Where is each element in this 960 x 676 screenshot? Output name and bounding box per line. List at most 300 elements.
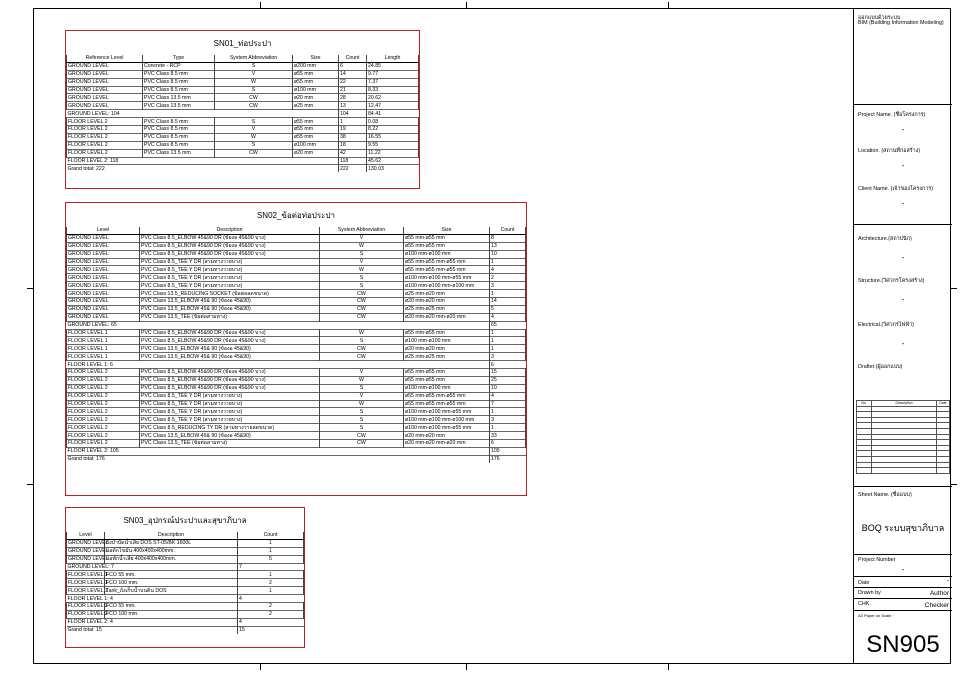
table-cell: V: [320, 392, 404, 400]
table-cell: 25: [490, 376, 526, 384]
subtotal-row: [67, 618, 304, 626]
checked-value: Checker: [924, 602, 949, 609]
table-cell: S: [320, 282, 404, 290]
table-cell: 15: [238, 626, 304, 633]
table-cell: PVC Class 13.5_ELBOW 45& 90 (ข้องอ 45&90): [140, 432, 320, 440]
column-header: Type: [143, 55, 215, 62]
table-cell: 1: [238, 547, 304, 555]
table-cell: [404, 321, 490, 329]
column-header: Count: [238, 532, 304, 539]
table-row: [67, 400, 526, 408]
designer-line2: BIM (Building Information Modeling): [858, 20, 944, 26]
table-cell: PVC Class 8.5_TEE Y DR (สามทางวายบาง): [140, 274, 320, 282]
location-label: Location. (สถานที่ก่อสร้าง): [858, 148, 921, 154]
column-header: Level: [67, 227, 140, 234]
table-cell: GROUND LEVEL: 65: [67, 321, 140, 329]
table-cell: PVC Class 8.5_TEE Y DR (สามทางวายบาง): [140, 416, 320, 424]
table-cell: GROUND LEVEL: [67, 298, 140, 306]
schedule-title: SN03_อุปกรณ์ประปาและสุขาภิบาล: [123, 515, 247, 525]
table-cell: ø55 mm: [293, 118, 339, 126]
table-cell: 1: [490, 337, 526, 345]
table-cell: ø100 mm: [293, 141, 339, 149]
table-cell: CW: [320, 432, 404, 440]
table-cell: ø200 mm: [293, 62, 339, 70]
table-row: [67, 337, 526, 345]
drawn-by-cell: [854, 587, 952, 598]
table-cell: ø100 mm-ø100 mm: [404, 337, 490, 345]
table-cell: V: [320, 234, 404, 242]
table-cell: FLOOR LEVEL 2: [67, 369, 140, 377]
table-cell: PVC Class 8.5_ELBOW 45&90 DR (ข้องอ 45&90 บาง): [140, 250, 320, 258]
table-cell: PVC Class 13.5_TEE (ข้อต่อสามทาง): [140, 440, 320, 448]
table-cell: PVC Class 8.5_TEE Y DR (สามทางวายบาง): [140, 408, 320, 416]
subtotal-row: [67, 563, 304, 571]
table-cell: V: [320, 369, 404, 377]
table-cell: GROUND LEVEL: [68, 548, 109, 555]
table-cell: FLOOR LEVEL 2: 4: [67, 619, 113, 626]
table-row: [67, 234, 526, 242]
table-cell: PVC Class 8.5 mm: [143, 118, 215, 126]
table-cell: 8.22: [367, 126, 419, 134]
table-cell: [320, 447, 404, 455]
table-cell: FLOOR LEVEL 2: 105: [67, 447, 140, 455]
subtotal-row: [67, 595, 304, 603]
table-row: [67, 392, 526, 400]
revision-cell: [857, 468, 872, 474]
table-cell: ø20 mm-ø20 mm-ø20 mm: [404, 440, 490, 448]
border-tick: [466, 664, 467, 670]
table-row: [67, 432, 526, 440]
table-cell: FLOOR LEVEL 2: [67, 440, 140, 448]
column-header: System Abbreviation: [215, 55, 293, 62]
table-cell: CW: [320, 313, 404, 321]
table-cell: PVC Class 8.5_ELBOW 45&90 DR (ข้องอ 45&90 บาง): [140, 242, 320, 250]
table-cell: FLOOR LEVEL 1: 6: [67, 361, 140, 369]
table-cell: 8: [490, 234, 526, 242]
table-cell: ø100 mm-ø100 mm: [404, 384, 490, 392]
column-header: Reference Level: [67, 55, 143, 62]
table-cell: 12.47: [367, 102, 419, 110]
schedule-sn01-pipes: [65, 30, 420, 189]
table-cell: 21: [339, 86, 367, 94]
table-cell: GROUND LEVEL: [67, 266, 140, 274]
table-cell: FLOOR LEVEL 2: [67, 133, 143, 141]
table-cell: FLOOR LEVEL 2: [67, 384, 140, 392]
subtotal-row: [67, 455, 526, 462]
table-row: [67, 610, 304, 618]
table-cell: GROUND LEVEL: [67, 313, 140, 321]
table-cell: FLOOR LEVEL 2: [67, 432, 140, 440]
table-cell: 4: [238, 618, 304, 626]
table-cell: ø100 mm-ø100 mm-ø100 mm: [404, 282, 490, 290]
table-cell: GROUND LEVEL: [67, 258, 140, 266]
consultants-cell: [854, 224, 952, 396]
table-cell: FCO 100 mm.: [105, 579, 238, 587]
schedule-table: [66, 55, 419, 172]
table-row: [67, 70, 419, 78]
table-cell: CW: [320, 298, 404, 306]
table-cell: Grand total: 176: [67, 455, 140, 462]
table-cell: ø55 mm-ø55 mm: [404, 234, 490, 242]
schedule-title: SN01_ท่อประปา: [213, 38, 272, 48]
table-row: [67, 353, 526, 361]
sheet-name-cell: [854, 486, 952, 554]
date-label: Date: [858, 580, 870, 586]
table-cell: [293, 110, 339, 118]
table-cell: 20.62: [367, 94, 419, 102]
table-cell: ø55 mm-ø55 mm-ø55 mm: [404, 392, 490, 400]
schedule-table: [66, 227, 526, 463]
border-tick: [260, 2, 261, 8]
table-cell: [215, 165, 293, 172]
designer-cell: [854, 8, 952, 104]
column-header: System Abbreviation: [320, 227, 404, 234]
table-cell: 13: [490, 242, 526, 250]
table-cell: PVC Class 8.5 mm: [143, 86, 215, 94]
table-cell: 104: [339, 110, 367, 118]
table-cell: 24.85: [367, 62, 419, 70]
schedule-sn02-fittings: [65, 202, 527, 496]
revision-cell: [937, 468, 950, 474]
table-cell: FLOOR LEVEL 2: [67, 392, 140, 400]
table-cell: W: [215, 78, 293, 86]
table-cell: PVC Class 8.5 mm: [143, 78, 215, 86]
table-cell: Tank_ถังเก็บน้ำบนดิน DOS: [105, 587, 238, 595]
column-header: Count: [339, 55, 367, 62]
table-cell: ø55 mm-ø55 mm: [404, 242, 490, 250]
table-cell: W: [320, 400, 404, 408]
table-cell: S: [320, 337, 404, 345]
project-info-cell: [854, 104, 952, 224]
table-cell: GROUND LEVEL: [67, 305, 140, 313]
table-row: [67, 86, 419, 94]
table-cell: PVC Class 13.5_ELBOW 45& 90 (ข้องอ 45&90): [140, 353, 320, 361]
subtotal-row: [67, 321, 526, 329]
table-cell: PVC Class 13.5_ELBOW 45& 90 (ข้องอ 45&90): [140, 345, 320, 353]
table-cell: GROUND LEVEL: [67, 234, 140, 242]
subtotal-row: [67, 626, 304, 633]
structure-value: -: [901, 295, 905, 304]
table-cell: 1: [238, 587, 304, 595]
table-cell: FLOOR LEVEL 2: [68, 603, 108, 610]
column-header: Description: [140, 227, 320, 234]
column-header: Count: [490, 227, 526, 234]
table-cell: ø55 mm-ø55 mm: [404, 329, 490, 337]
table-cell: FLOOR LEVEL 2: [67, 376, 140, 384]
table-cell: 14: [339, 70, 367, 78]
subtotal-row: [67, 157, 419, 165]
table-cell: PVC Class 8.5_TEE Y DR (สามทางวายบาง): [140, 266, 320, 274]
table-cell: W: [215, 133, 293, 141]
table-cell: 5: [238, 555, 304, 563]
table-cell: V: [320, 258, 404, 266]
table-row: [67, 94, 419, 102]
border-tick: [260, 664, 261, 670]
table-cell: 22: [339, 78, 367, 86]
table-cell: [140, 361, 320, 369]
table-row: [67, 369, 526, 377]
table-cell: [320, 321, 404, 329]
table-cell: ø100 mm-ø100 mm-ø100 mm: [404, 416, 490, 424]
table-cell: [320, 361, 404, 369]
table-cell: [143, 157, 215, 165]
table-cell: 4: [490, 392, 526, 400]
table-row: [67, 282, 526, 290]
table-row: [67, 78, 419, 86]
table-cell: [105, 595, 238, 603]
table-cell: PVC Class 13.5 mm: [143, 149, 215, 157]
table-cell: CW: [320, 305, 404, 313]
table-cell: 105: [490, 447, 526, 455]
table-cell: FLOOR LEVEL 2: 118: [67, 157, 143, 165]
table-cell: 6: [490, 440, 526, 448]
table-cell: ø25 mm-ø20 mm: [404, 290, 490, 298]
table-row: [67, 555, 304, 563]
sheet-number-cell: [854, 610, 952, 664]
subtotal-row: [67, 165, 419, 172]
table-cell: PVC Class 13.5 mm: [143, 94, 215, 102]
table-cell: [404, 447, 490, 455]
subtotal-row: [67, 361, 526, 369]
table-cell: 45.62: [367, 157, 419, 165]
table-cell: FLOOR LEVEL 2: [67, 141, 143, 149]
border-tick: [668, 664, 669, 670]
table-cell: PVC Class 13.5_ELBOW 45& 90 (ข้องอ 45&90): [140, 305, 320, 313]
table-cell: CW: [320, 290, 404, 298]
table-cell: ø55 mm-ø55 mm-ø55 mm: [404, 400, 490, 408]
schedule-title: SN02_ข้อต่อท่อประปา: [256, 210, 336, 220]
border-tick: [27, 484, 33, 485]
table-cell: 42: [339, 149, 367, 157]
table-cell: ø55 mm-ø55 mm-ø55 mm: [404, 258, 490, 266]
table-cell: 9.55: [367, 141, 419, 149]
table-cell: 1: [490, 424, 526, 432]
table-cell: 1: [339, 118, 367, 126]
table-cell: FLOOR LEVEL 2: [67, 149, 143, 157]
table-cell: PVC Class 8.5 mm: [143, 126, 215, 134]
table-cell: 7.37: [367, 78, 419, 86]
table-cell: ø55 mm-ø55 mm-ø55 mm: [404, 266, 490, 274]
table-cell: ø20 mm: [293, 149, 339, 157]
table-row: [67, 258, 526, 266]
table-row: [67, 62, 419, 70]
table-cell: ø100 mm-ø100 mm-ø55 mm: [404, 424, 490, 432]
table-cell: W: [320, 329, 404, 337]
table-cell: [215, 110, 293, 118]
designer-line1: ออกแบบด้วยระบบ: [858, 15, 901, 21]
table-cell: 2: [490, 274, 526, 282]
table-cell: 6: [490, 361, 526, 369]
table-row: [67, 345, 526, 353]
table-cell: Concrete - RCP: [143, 62, 215, 70]
table-cell: CW: [320, 345, 404, 353]
table-cell: FLOOR LEVEL 2: [67, 416, 140, 424]
table-row: [67, 149, 419, 157]
table-cell: GROUND LEVEL: 7: [67, 564, 114, 570]
project-name-label: Project Name. (ชื่อโครงการ): [858, 112, 926, 118]
table-cell: 176: [490, 455, 526, 462]
table-cell: [105, 626, 238, 633]
revision-header: Date: [937, 401, 950, 407]
table-cell: ø25 mm-ø25 mm: [404, 305, 490, 313]
checked-label: CHK.: [858, 601, 871, 607]
table-cell: S: [320, 416, 404, 424]
table-row: [67, 141, 419, 149]
table-cell: FLOOR LEVEL 1: [68, 579, 108, 586]
table-cell: PVC Class 8.5_REDUCING TY DR (สามทางวายลดขนาด): [140, 424, 320, 432]
table-cell: 7: [238, 563, 304, 571]
table-cell: 14: [490, 298, 526, 306]
date-value: -: [946, 578, 949, 585]
table-cell: GROUND LEVEL: [68, 556, 109, 563]
table-row: [67, 290, 526, 298]
table-cell: S: [320, 274, 404, 282]
table-cell: S: [215, 118, 293, 126]
table-row: [67, 133, 419, 141]
project-number-value: -: [901, 565, 905, 574]
client-label: Client Name. (เจ้าของโครงการ): [858, 186, 934, 192]
table-cell: 1: [238, 571, 304, 579]
table-cell: [143, 110, 215, 118]
border-tick: [466, 2, 467, 8]
column-header: Size: [404, 227, 490, 234]
table-cell: ø100 mm-ø100 mm-ø55 mm: [404, 274, 490, 282]
table-cell: 19: [339, 126, 367, 134]
column-header: Size: [293, 55, 339, 62]
table-cell: ø20 mm-ø20 mm-ø20 mm: [404, 313, 490, 321]
table-row: [67, 539, 304, 547]
table-cell: PVC Class 13.5 mm: [143, 102, 215, 110]
title-block: [853, 8, 951, 664]
table-cell: S: [215, 141, 293, 149]
table-cell: ø55 mm: [293, 126, 339, 134]
table-row: [67, 329, 526, 337]
table-cell: [404, 361, 490, 369]
electrical-label: Electrical.(วิศวกรไฟฟ้า): [858, 322, 914, 328]
table-cell: CW: [215, 102, 293, 110]
project-name-value: -: [901, 125, 905, 134]
table-row: [67, 384, 526, 392]
table-row: [67, 274, 526, 282]
column-header: Description: [105, 532, 238, 539]
table-cell: 84.41: [367, 110, 419, 118]
table-cell: [105, 563, 238, 571]
table-cell: FLOOR LEVEL 1: 4: [67, 595, 113, 602]
table-cell: GROUND LEVEL: [67, 94, 143, 102]
table-row: [67, 587, 304, 595]
subtotal-row: [67, 110, 419, 118]
table-cell: ø20 mm-ø20 mm: [404, 432, 490, 440]
table-cell: GROUND LEVEL: [67, 62, 143, 70]
table-cell: GROUND LEVEL: [67, 274, 140, 282]
table-cell: Grand total: 15: [67, 626, 105, 633]
table-cell: 13: [339, 102, 367, 110]
table-row: [67, 571, 304, 579]
table-cell: 65: [490, 321, 526, 329]
table-cell: W: [320, 266, 404, 274]
table-row: [67, 408, 526, 416]
table-cell: PVC Class 8.5_TEE Y DR (สามทางวายบาง): [140, 400, 320, 408]
table-cell: 38: [339, 133, 367, 141]
table-cell: ø25 mm-ø25 mm: [404, 353, 490, 361]
architecture-label: Architecture.(สถาปนิก): [858, 236, 912, 242]
table-row: [67, 424, 526, 432]
table-row: [67, 242, 526, 250]
table-cell: FLOOR LEVEL 2: [67, 400, 140, 408]
table-row: [67, 266, 526, 274]
client-value: -: [901, 199, 905, 208]
revision-header: No.: [857, 401, 872, 407]
table-cell: S: [320, 408, 404, 416]
table-cell: [140, 455, 320, 462]
table-cell: 7: [490, 400, 526, 408]
table-cell: บ่อพักน้ำเสีย 400x400x400mm.: [105, 555, 238, 563]
table-cell: ø100 mm: [293, 86, 339, 94]
table-cell: ø55 mm: [293, 78, 339, 86]
table-cell: FCO 55 mm.: [105, 571, 238, 579]
table-cell: 1: [490, 290, 526, 298]
table-cell: ø55 mm: [293, 133, 339, 141]
table-row: [67, 579, 304, 587]
location-value: -: [901, 161, 905, 170]
table-cell: [215, 157, 293, 165]
table-cell: 3: [490, 416, 526, 424]
table-cell: FLOOR LEVEL 2: [67, 424, 140, 432]
scale-note: A3 Paper on Scale :: [858, 613, 894, 618]
table-cell: ø20 mm: [293, 94, 339, 102]
table-cell: 0.08: [367, 118, 419, 126]
table-cell: 1: [490, 408, 526, 416]
table-cell: 2: [238, 579, 304, 587]
table-cell: PVC Class 8.5_ELBOW 45&90 DR (ข้องอ 45&90 บาง): [140, 384, 320, 392]
table-cell: FLOOR LEVEL 1: [67, 329, 140, 337]
table-cell: PVC Class 8.5_TEE Y DR (สามทางวายบาง): [140, 392, 320, 400]
table-cell: 4: [490, 313, 526, 321]
schedule-sn03-fixtures: [65, 507, 305, 648]
table-cell: FLOOR LEVEL 2: [67, 408, 140, 416]
table-cell: PVC Class 8.5_TEE Y DR (สามทางวายบาง): [140, 258, 320, 266]
table-cell: 4: [238, 595, 304, 603]
table-cell: FCO 100 mm.: [105, 610, 238, 618]
table-cell: V: [215, 70, 293, 78]
structure-label: Structure.(วิศวกรโครงสร้าง): [858, 278, 925, 284]
table-cell: FLOOR LEVEL 1: [67, 337, 140, 345]
column-header: Length: [367, 55, 419, 62]
architecture-value: -: [901, 253, 905, 262]
table-cell: GROUND LEVEL: [67, 250, 140, 258]
table-cell: 6: [339, 62, 367, 70]
drawn-by-label: Drawn by: [858, 590, 881, 596]
table-row: [67, 102, 419, 110]
table-cell: FLOOR LEVEL 1: [68, 587, 108, 594]
table-cell: [320, 455, 404, 462]
table-cell: 33: [490, 432, 526, 440]
revision-cell: [872, 468, 937, 474]
table-cell: 1: [490, 345, 526, 353]
table-cell: ø55 mm-ø55 mm: [404, 369, 490, 377]
table-row: [67, 298, 526, 306]
table-cell: PVC Class 8.5_TEE Y DR (สามทางวายบาง): [140, 282, 320, 290]
table-cell: GROUND LEVEL: [67, 242, 140, 250]
table-cell: W: [320, 376, 404, 384]
table-cell: FLOOR LEVEL 1: [68, 571, 108, 578]
table-cell: Grand total: 222: [67, 165, 143, 172]
table-cell: 8.33: [367, 86, 419, 94]
table-cell: S: [320, 384, 404, 392]
table-row: [67, 126, 419, 134]
table-cell: PVC Class 8.5 mm: [143, 141, 215, 149]
table-cell: [105, 618, 238, 626]
